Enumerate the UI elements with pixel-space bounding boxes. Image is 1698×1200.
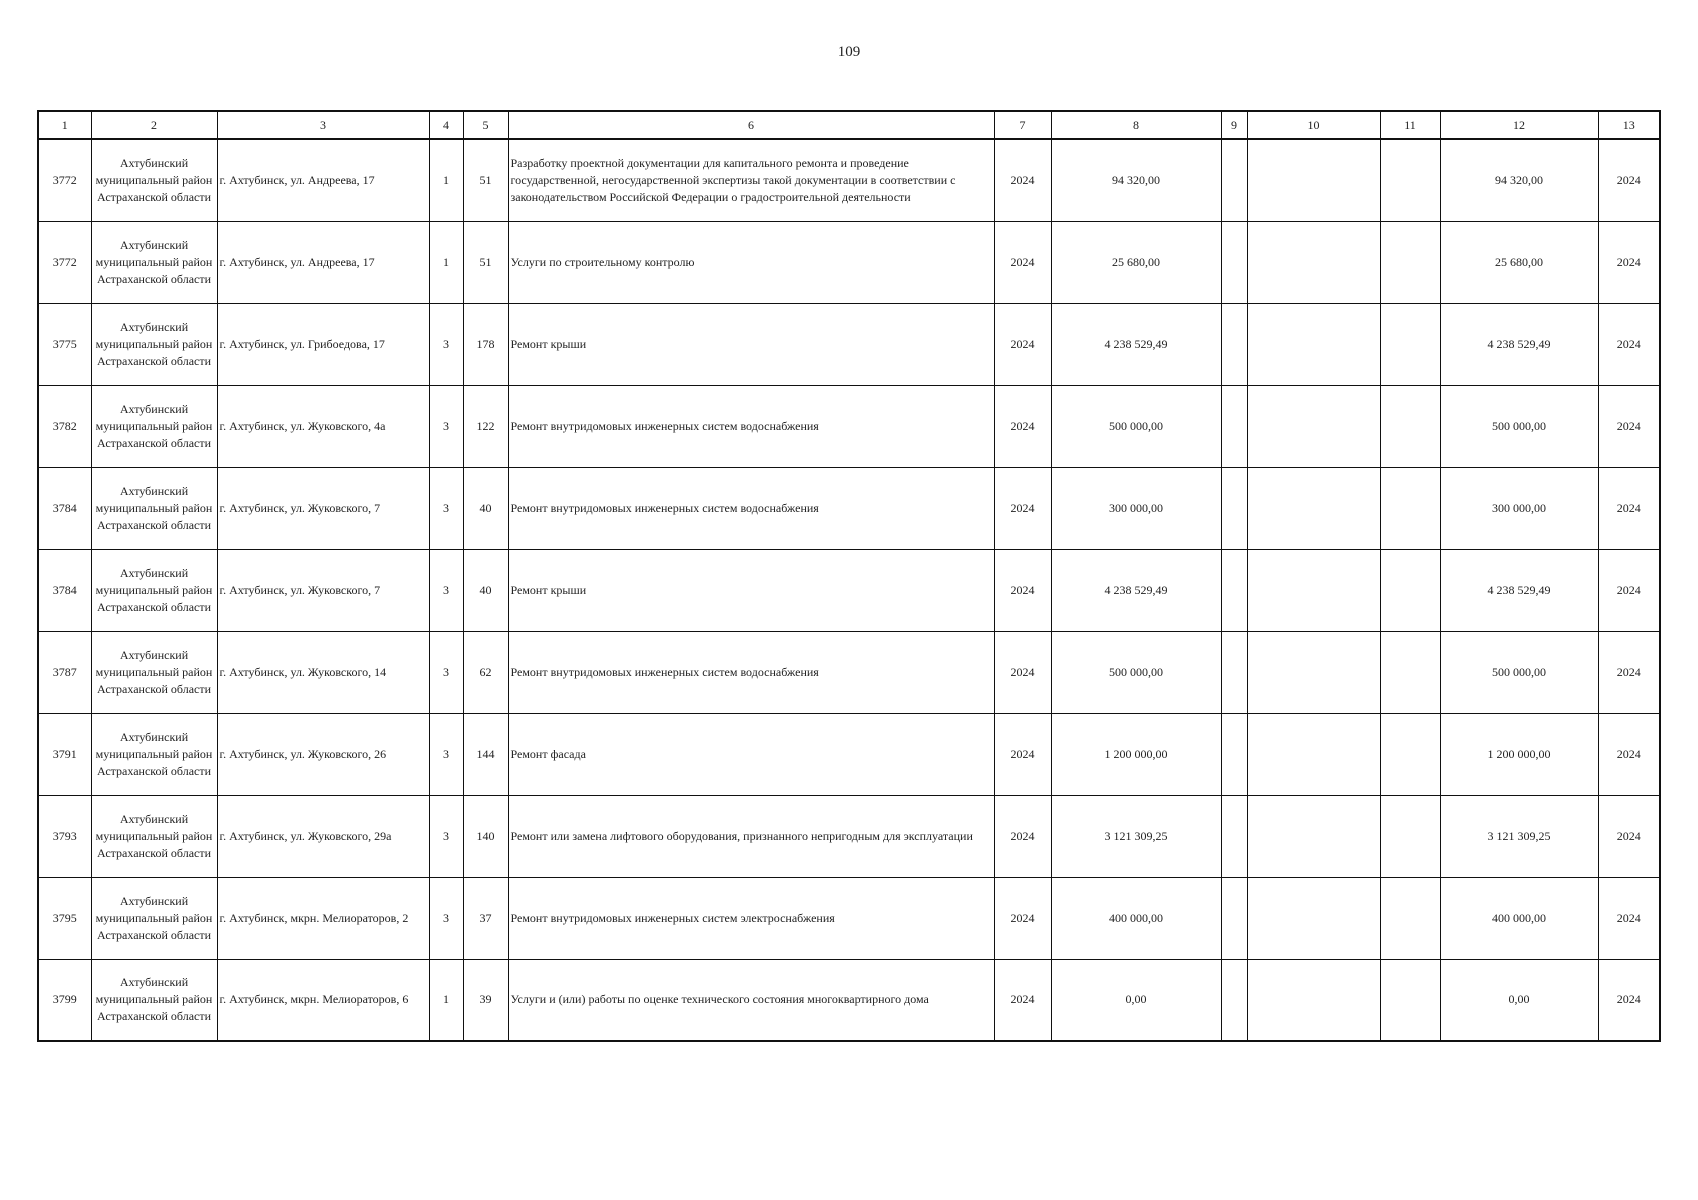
- cell-col9: [1221, 385, 1247, 467]
- table-row: [38, 221, 1660, 303]
- cell-col13: 2024: [1598, 795, 1660, 877]
- cell-col10: [1247, 303, 1380, 385]
- cell-col9: [1221, 467, 1247, 549]
- cell-work-type: Ремонт крыши: [508, 303, 994, 385]
- cell-municipality: Ахтубинский муниципальный район Астраханской области: [91, 467, 217, 549]
- cell-col13: 2024: [1598, 631, 1660, 713]
- cell-id: 3799: [38, 959, 91, 1041]
- cell-col9: [1221, 713, 1247, 795]
- cell-col12: 500 000,00: [1440, 385, 1598, 467]
- cell-col4: 3: [429, 631, 463, 713]
- cell-col11: [1380, 385, 1440, 467]
- cell-address: г. Ахтубинск, ул. Андреева, 17: [217, 221, 429, 303]
- cell-col9: [1221, 549, 1247, 631]
- cell-col5: 122: [463, 385, 508, 467]
- cell-col9: [1221, 303, 1247, 385]
- cell-address: г. Ахтубинск, ул. Жуковского, 4а: [217, 385, 429, 467]
- cell-col12: 500 000,00: [1440, 631, 1598, 713]
- column-header: 6: [508, 111, 994, 139]
- cell-col12: 400 000,00: [1440, 877, 1598, 959]
- cell-id: 3784: [38, 549, 91, 631]
- cell-col13: 2024: [1598, 385, 1660, 467]
- cell-municipality: Ахтубинский муниципальный район Астраханской области: [91, 303, 217, 385]
- cell-cost: 25 680,00: [1051, 221, 1221, 303]
- cell-col11: [1380, 139, 1440, 221]
- cell-year: 2024: [994, 631, 1051, 713]
- cell-col4: 3: [429, 549, 463, 631]
- table-row: [38, 549, 1660, 631]
- column-header: 12: [1440, 111, 1598, 139]
- cell-id: 3784: [38, 467, 91, 549]
- cell-cost: 4 238 529,49: [1051, 549, 1221, 631]
- cell-col5: 40: [463, 467, 508, 549]
- cell-col13: 2024: [1598, 467, 1660, 549]
- cell-col13: 2024: [1598, 303, 1660, 385]
- cell-col5: 140: [463, 795, 508, 877]
- table-row: [38, 795, 1660, 877]
- table-row: [38, 385, 1660, 467]
- cell-id: 3793: [38, 795, 91, 877]
- cell-cost: 300 000,00: [1051, 467, 1221, 549]
- cell-col12: 4 238 529,49: [1440, 303, 1598, 385]
- cell-col9: [1221, 877, 1247, 959]
- cell-work-type: Ремонт крыши: [508, 549, 994, 631]
- cell-address: г. Ахтубинск, мкрн. Мелиораторов, 2: [217, 877, 429, 959]
- cell-year: 2024: [994, 467, 1051, 549]
- cell-col13: 2024: [1598, 549, 1660, 631]
- cell-work-type: Ремонт или замена лифтового оборудования, признанного непригодным для эксплуатации: [508, 795, 994, 877]
- table-row: [38, 631, 1660, 713]
- cell-col10: [1247, 221, 1380, 303]
- cell-col10: [1247, 877, 1380, 959]
- cell-col11: [1380, 795, 1440, 877]
- cell-col10: [1247, 713, 1380, 795]
- cell-col13: 2024: [1598, 877, 1660, 959]
- cell-work-type: Услуги и (или) работы по оценке технического состояния многоквартирного дома: [508, 959, 994, 1041]
- cell-col13: 2024: [1598, 139, 1660, 221]
- cell-col13: 2024: [1598, 959, 1660, 1041]
- cell-col12: 25 680,00: [1440, 221, 1598, 303]
- cell-address: г. Ахтубинск, ул. Андреева, 17: [217, 139, 429, 221]
- cell-col11: [1380, 959, 1440, 1041]
- column-header: 4: [429, 111, 463, 139]
- column-header: 7: [994, 111, 1051, 139]
- cell-col11: [1380, 713, 1440, 795]
- cell-col10: [1247, 385, 1380, 467]
- cell-id: 3782: [38, 385, 91, 467]
- cell-col9: [1221, 959, 1247, 1041]
- column-header: 11: [1380, 111, 1440, 139]
- cell-address: г. Ахтубинск, ул. Жуковского, 7: [217, 549, 429, 631]
- column-header: 9: [1221, 111, 1247, 139]
- table-row: [38, 467, 1660, 549]
- cell-col10: [1247, 631, 1380, 713]
- cell-col5: 144: [463, 713, 508, 795]
- cell-work-type: Ремонт внутридомовых инженерных систем водоснабжения: [508, 467, 994, 549]
- cell-municipality: Ахтубинский муниципальный район Астраханской области: [91, 549, 217, 631]
- column-header: 8: [1051, 111, 1221, 139]
- cell-cost: 500 000,00: [1051, 631, 1221, 713]
- cell-col4: 1: [429, 959, 463, 1041]
- cell-col4: 3: [429, 713, 463, 795]
- cell-col9: [1221, 631, 1247, 713]
- cell-cost: 400 000,00: [1051, 877, 1221, 959]
- cell-cost: 3 121 309,25: [1051, 795, 1221, 877]
- cell-municipality: Ахтубинский муниципальный район Астраханской области: [91, 795, 217, 877]
- cell-municipality: Ахтубинский муниципальный район Астраханской области: [91, 385, 217, 467]
- cell-address: г. Ахтубинск, ул. Грибоедова, 17: [217, 303, 429, 385]
- cell-address: г. Ахтубинск, ул. Жуковского, 7: [217, 467, 429, 549]
- cell-address: г. Ахтубинск, ул. Жуковского, 14: [217, 631, 429, 713]
- cell-col13: 2024: [1598, 221, 1660, 303]
- cell-col11: [1380, 221, 1440, 303]
- cell-id: 3772: [38, 221, 91, 303]
- cell-id: 3791: [38, 713, 91, 795]
- cell-address: г. Ахтубинск, ул. Жуковского, 29а: [217, 795, 429, 877]
- table-row: [38, 959, 1660, 1041]
- cell-col4: 3: [429, 877, 463, 959]
- cell-year: 2024: [994, 303, 1051, 385]
- cell-cost: 500 000,00: [1051, 385, 1221, 467]
- cell-work-type: Ремонт внутридомовых инженерных систем водоснабжения: [508, 385, 994, 467]
- cell-col4: 1: [429, 221, 463, 303]
- cell-address: г. Ахтубинск, ул. Жуковского, 26: [217, 713, 429, 795]
- column-header: 10: [1247, 111, 1380, 139]
- page-number: 109: [837, 44, 861, 60]
- cell-col11: [1380, 303, 1440, 385]
- cell-col12: 0,00: [1440, 959, 1598, 1041]
- cell-cost: 94 320,00: [1051, 139, 1221, 221]
- cell-municipality: Ахтубинский муниципальный район Астраханской области: [91, 877, 217, 959]
- cell-municipality: Ахтубинский муниципальный район Астраханской области: [91, 631, 217, 713]
- cell-col11: [1380, 549, 1440, 631]
- cell-year: 2024: [994, 713, 1051, 795]
- cell-cost: 0,00: [1051, 959, 1221, 1041]
- column-header: 5: [463, 111, 508, 139]
- cell-year: 2024: [994, 385, 1051, 467]
- cell-municipality: Ахтубинский муниципальный район Астраханской области: [91, 959, 217, 1041]
- cell-id: 3795: [38, 877, 91, 959]
- cell-year: 2024: [994, 549, 1051, 631]
- cell-col11: [1380, 631, 1440, 713]
- cell-id: 3772: [38, 139, 91, 221]
- cell-work-type: Ремонт фасада: [508, 713, 994, 795]
- cell-year: 2024: [994, 795, 1051, 877]
- cell-col13: 2024: [1598, 713, 1660, 795]
- header-row: [38, 111, 1660, 139]
- cell-municipality: Ахтубинский муниципальный район Астраханской области: [91, 139, 217, 221]
- cell-col9: [1221, 139, 1247, 221]
- cell-year: 2024: [994, 877, 1051, 959]
- cell-col12: 3 121 309,25: [1440, 795, 1598, 877]
- cell-work-type: Ремонт внутридомовых инженерных систем электроснабжения: [508, 877, 994, 959]
- cell-col4: 3: [429, 795, 463, 877]
- cell-year: 2024: [994, 139, 1051, 221]
- cell-year: 2024: [994, 221, 1051, 303]
- cell-col12: 94 320,00: [1440, 139, 1598, 221]
- cell-col11: [1380, 467, 1440, 549]
- table-row: [38, 139, 1660, 221]
- cell-cost: 4 238 529,49: [1051, 303, 1221, 385]
- cell-municipality: Ахтубинский муниципальный район Астраханской области: [91, 221, 217, 303]
- cell-work-type: Услуги по строительному контролю: [508, 221, 994, 303]
- cell-col9: [1221, 795, 1247, 877]
- cell-col10: [1247, 959, 1380, 1041]
- cell-col5: 62: [463, 631, 508, 713]
- column-header: 13: [1598, 111, 1660, 139]
- capital-repair-table: [37, 110, 1661, 1042]
- cell-col5: 40: [463, 549, 508, 631]
- cell-id: 3787: [38, 631, 91, 713]
- cell-municipality: Ахтубинский муниципальный район Астраханской области: [91, 713, 217, 795]
- cell-work-type: Разработку проектной документации для капитального ремонта и проведение государственной, негосударственной экспертизы такой документации в соответствии с законодательством Российской Федерации о градостроительной деятельности: [508, 139, 994, 221]
- table-row: [38, 303, 1660, 385]
- column-header: 1: [38, 111, 91, 139]
- cell-col5: 37: [463, 877, 508, 959]
- cell-col10: [1247, 139, 1380, 221]
- cell-col10: [1247, 467, 1380, 549]
- cell-col10: [1247, 795, 1380, 877]
- cell-col5: 51: [463, 139, 508, 221]
- cell-work-type: Ремонт внутридомовых инженерных систем водоснабжения: [508, 631, 994, 713]
- cell-col11: [1380, 877, 1440, 959]
- cell-id: 3775: [38, 303, 91, 385]
- table-row: [38, 713, 1660, 795]
- column-header: 3: [217, 111, 429, 139]
- cell-address: г. Ахтубинск, мкрн. Мелиораторов, 6: [217, 959, 429, 1041]
- cell-year: 2024: [994, 959, 1051, 1041]
- cell-col12: 4 238 529,49: [1440, 549, 1598, 631]
- table-row: [38, 877, 1660, 959]
- cell-col5: 51: [463, 221, 508, 303]
- column-header: 2: [91, 111, 217, 139]
- cell-col4: 3: [429, 467, 463, 549]
- cell-cost: 1 200 000,00: [1051, 713, 1221, 795]
- cell-col9: [1221, 221, 1247, 303]
- cell-col4: 3: [429, 385, 463, 467]
- cell-col5: 39: [463, 959, 508, 1041]
- cell-col4: 1: [429, 139, 463, 221]
- cell-col10: [1247, 549, 1380, 631]
- cell-col12: 1 200 000,00: [1440, 713, 1598, 795]
- cell-col4: 3: [429, 303, 463, 385]
- cell-col5: 178: [463, 303, 508, 385]
- cell-col12: 300 000,00: [1440, 467, 1598, 549]
